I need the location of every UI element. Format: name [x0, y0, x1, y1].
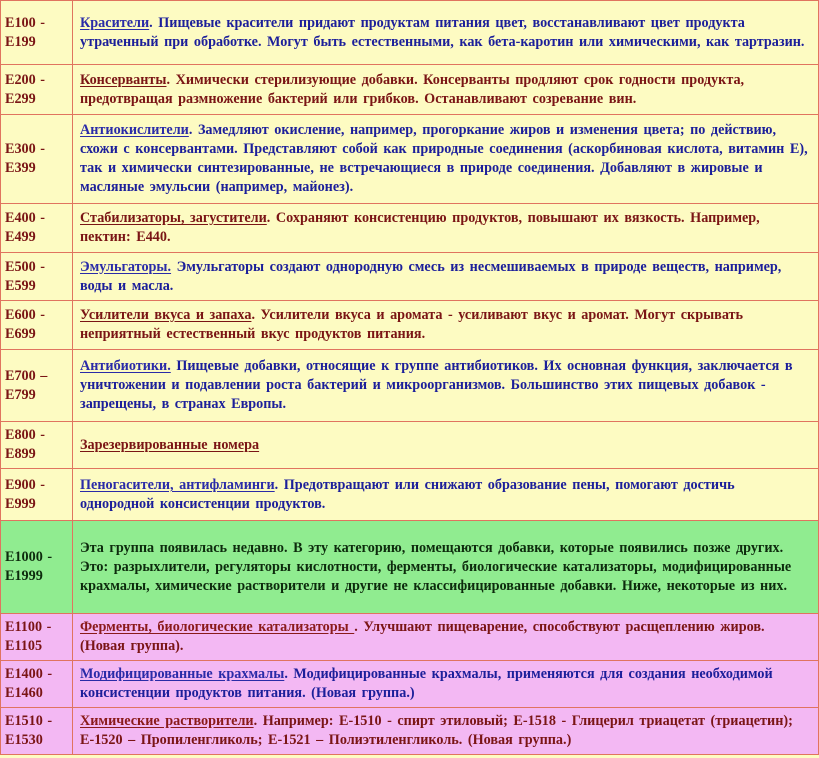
code-range: E1400 - E1460: [1, 661, 73, 708]
description: Химические растворители. Например: E-1510 - спирт этиловый; E-1518 - Глицерил триацетат (триацетин); E-1520 – Пропиленгликоль; E-1521 – Полиэтиленгликоль. (Новая группа.): [73, 708, 819, 755]
table-row: [1, 661, 819, 708]
category-term: Усилители вкуса и запаха: [80, 307, 252, 323]
table-row: [1, 614, 819, 661]
code-range: E600 - E699: [1, 301, 73, 350]
category-term: Пеногасители, антифламинги: [80, 476, 275, 493]
code-range: E800 - E899: [1, 422, 73, 469]
description: Антиокислители. Замедляют окисление, например, прогоркание жиров и изменения цвета; по действию, схожи с консервантами. Представляют собой как природные соединения (аскорбиновая кислота, витамин E), так и химически синтезированные, не встречающиеся в природе соединения. Добавляют в жировые и масляные эмульсии (например, майонез).: [73, 115, 819, 204]
category-term: Стабилизаторы, загустители: [80, 210, 267, 226]
table-row: [1, 422, 819, 469]
code-range: E500 - E599: [1, 253, 73, 301]
code-range: E700 – E799: [1, 350, 73, 422]
table-row: [1, 253, 819, 301]
table-row: [1, 469, 819, 521]
table-row: [1, 521, 819, 614]
table-row: [1, 204, 819, 253]
code-range: E100 - E199: [1, 1, 73, 65]
category-term: Модифицированные крахмалы: [80, 666, 285, 682]
description: Красители. Пищевые красители придают продуктам питания цвет, восстанавливают цвет продукта утраченный при обработке. Могут быть естественными, как бета-каротин или химическими, как тартразин.: [73, 1, 819, 65]
code-range: E900 - E999: [1, 469, 73, 521]
category-term: Антиокислители: [80, 122, 189, 138]
code-range: E1510 - E1530: [1, 708, 73, 755]
description: Эта группа появилась недавно. В эту категорию, помещаются добавки, которые появились позже других. Это: разрыхлители, регуляторы кислотности, ферменты, биологические катализаторы, модифицированные крахмалы, химические растворители и другие не классифицированные добавки. Ниже, некоторые из них.: [73, 521, 819, 614]
code-range: E1000 - E1999: [1, 521, 73, 614]
description: Эмульгаторы. Эмульгаторы создают однородную смесь из несмешиваемых в природе веществ, например, воды и масла.: [73, 253, 819, 301]
description: Антибиотики. Пищевые добавки, относящие к группе антибиотиков. Их основная функция, заключается в уничтожении и подавлении роста бактерий и микроорганизмов. Большинство этих пищевых добавок - запрещены, в странах Европы.: [73, 350, 819, 422]
description: Стабилизаторы, загустители. Сохраняют консистенцию продуктов, повышают их вязкость. Например, пектин: E440.: [73, 204, 819, 253]
table-row: [1, 115, 819, 204]
description: Консерванты. Химически стерилизующие добавки. Консерванты продляют срок годности продукта, предотвращая размножение бактерий или грибков. Останавливают созревание вин.: [73, 65, 819, 115]
description: Ферменты, биологические катализаторы . Улучшают пищеварение, способствуют расщеплению жиров. (Новая группа).: [73, 614, 819, 661]
category-term: Зарезервированные номера: [80, 436, 260, 453]
code-range: E1100 - E1105: [1, 614, 73, 661]
description: [73, 422, 819, 469]
description: Модифицированные крахмалы. Модифицированные крахмалы, применяются для создания необходимой консистенции продуктов питания. (Новая группа.): [73, 661, 819, 708]
category-term: Эмульгаторы.: [80, 258, 172, 275]
table-row: [1, 708, 819, 755]
category-term: Ферменты, биологические катализаторы: [80, 619, 355, 635]
category-term: Химические растворители: [80, 713, 254, 729]
category-term: Консерванты: [80, 71, 167, 88]
table-row: [1, 350, 819, 422]
code-range: E400 - E499: [1, 204, 73, 253]
category-term: Антибиотики.: [80, 358, 171, 374]
description: Усилители вкуса и запаха. Усилители вкуса и аромата - усиливают вкус и аромат. Могут скрывать неприятный естественный вкус продуктов питания.: [73, 301, 819, 350]
code-range: E200 - E299: [1, 65, 73, 115]
category-term: Красители: [80, 14, 150, 31]
table-row: [1, 1, 819, 65]
description: Пеногасители, антифламинги. Предотвращают или снижают образование пены, помогают достичь однородной консистенции продуктов.: [73, 469, 819, 521]
code-range: E300 - E399: [1, 115, 73, 204]
table-row: [1, 301, 819, 350]
table-row: [1, 65, 819, 115]
